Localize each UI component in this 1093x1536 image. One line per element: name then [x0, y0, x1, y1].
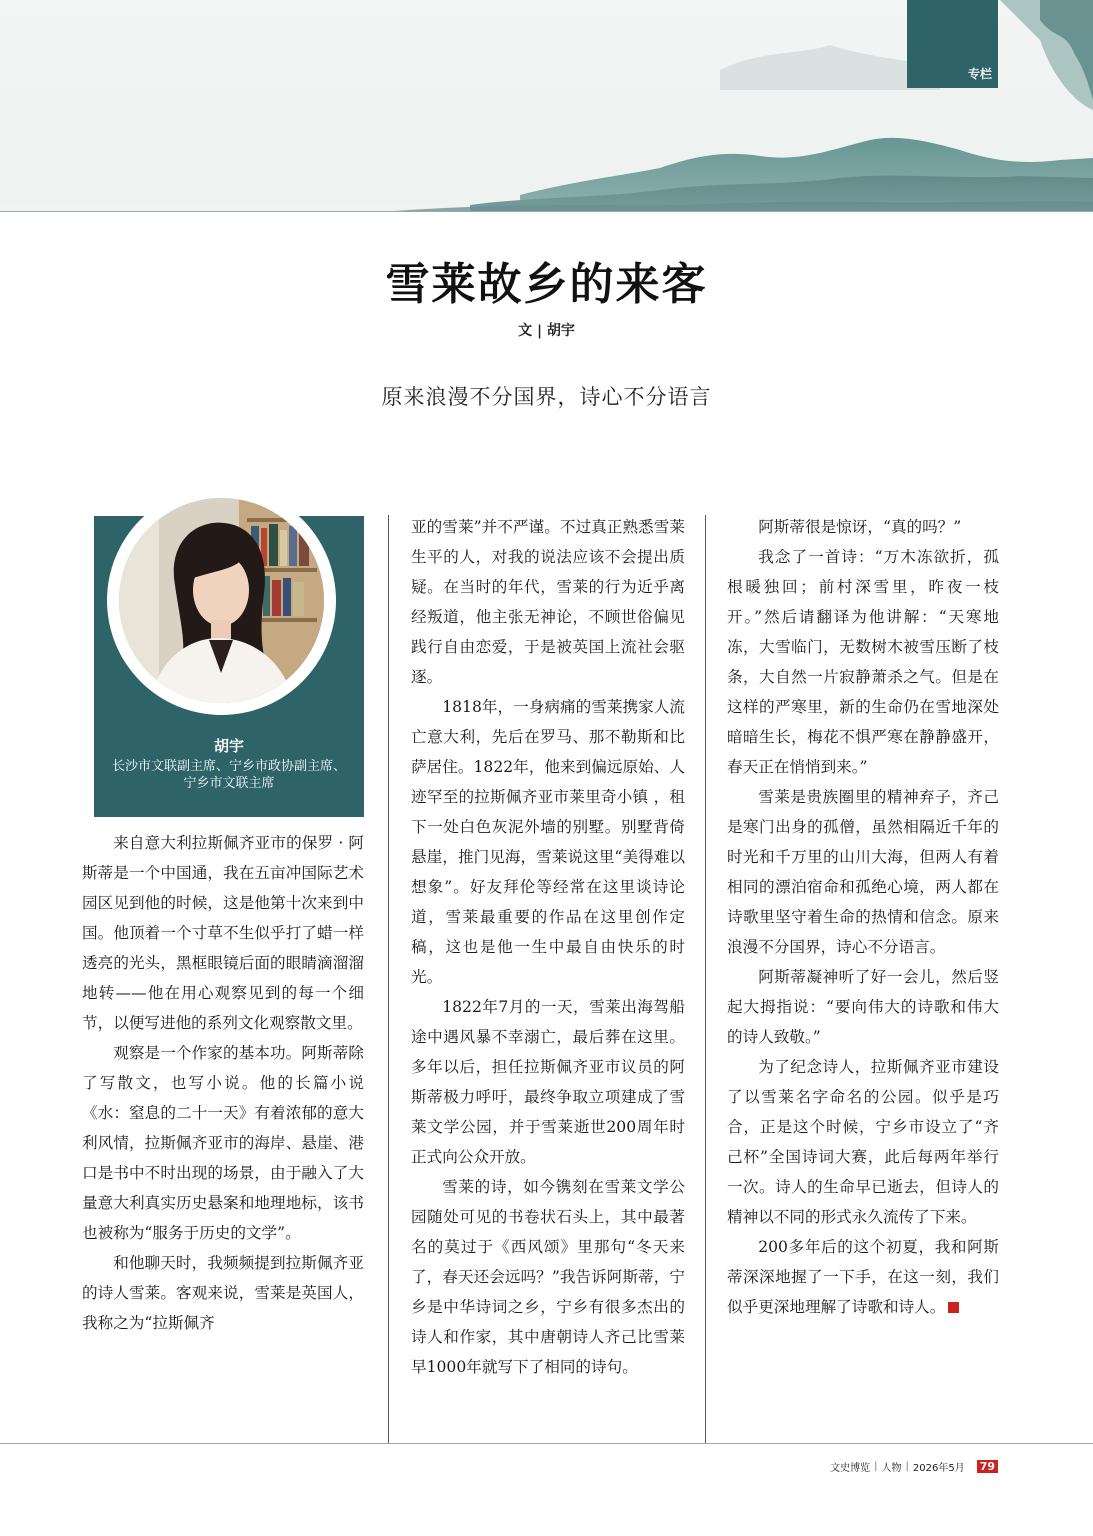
paragraph: 我念了一首诗：“万木冻欲折，孤根暖独回；前村深雪里，昨夜一枝开。”然后请翻译为他讲解：“天寒地冻，大雪临门，无数树木被雪压断了枝条，大自然一片寂静萧杀之气。但是在这样的严寒里，新的生命仍在雪地深处暗暗生长，梅花不惧严寒在静静盛开，春天正在悄悄到来。” [727, 548, 999, 776]
footer-separator: | [905, 1461, 909, 1472]
column-divider [388, 515, 389, 1443]
article-byline: 文 | 胡宇 [518, 323, 575, 339]
paragraph-text: 200多年后的这个初夏，我和阿斯蒂深深地握了一下手，在这一刻，我们似乎更深地理解了诗歌和诗人。 [727, 1238, 999, 1316]
paragraph: 1822年7月的一天，雪莱出海驾船途中遇风暴不幸溺亡，最后葬在这里。多年以后，担任拉斯佩齐亚市议员的阿斯蒂极力呼吁，最终争取立项建成了雪莱文学公园，并于雪莱逝世200周年时正式向公众开放。 [411, 998, 685, 1166]
body-column-2 [411, 512, 685, 1382]
article-subtitle: 原来浪漫不分国界，诗心不分语言 [381, 385, 712, 409]
column-divider [705, 515, 706, 1443]
portrait-image [119, 498, 324, 703]
body-column-1 [82, 828, 364, 1338]
end-mark-icon [948, 1302, 959, 1313]
issue-date: 2026年5月 [912, 1463, 965, 1474]
page-footer [830, 1459, 998, 1474]
paragraph-continued: 亚的雪莱”并不严谨。不过真正熟悉雪莱生平的人，对我的说法应该不会提出质疑。在当时的年代，雪莱的行为近乎离经叛道，他主张无神论，不顾世俗偏见践行自由恋爱，于是被英国上流社会驱逐。 [411, 518, 685, 686]
footer-divider [0, 1443, 1093, 1444]
paragraph: 观察是一个作家的基本功。阿斯蒂除了写散文，也写小说。他的长篇小说《水：窒息的二十一天》有着浓郁的意大利风情，拉斯佩齐亚市的海岸、悬崖、港口是书中不时出现的场景，由于融入了大量意大利真实历史悬案和地理地标，该书也被称为“服务于历史的文学”。 [82, 1044, 364, 1242]
column-tag-label: 专栏 [967, 67, 992, 81]
author-role-line: 长沙市文联副主席、宁乡市政协副主席、 [111, 759, 346, 774]
column-tag [907, 0, 998, 88]
author-role [94, 758, 364, 792]
paragraph: 1818年，一身病痛的雪莱携家人流亡意大利，先后在罗马、那不勒斯和比萨居住。1822年，他来到偏远原始、人迹罕至的拉斯佩齐亚市莱里奇小镇 ，租下一处白色灰泥外墙的别墅。别墅背倚悬崖，推门见海，雪莱说这里“美得难以想象”。好友拜伦等经常在这里谈诗论道，雪莱最重要的作品在这里创作定稿，这也是他一生中最自由快乐的时光。 [411, 698, 685, 986]
author-photo [119, 498, 324, 703]
paragraph: 阿斯蒂凝神听了好一会儿，然后竖起大拇指说：“要向伟大的诗歌和伟大的诗人致敬。” [727, 968, 999, 1046]
article-title: 雪莱故乡的来客 [385, 259, 708, 310]
paragraph: 为了纪念诗人，拉斯佩齐亚市建设了以雪莱名字命名的公园。似乎是巧合，正是这个时候，宁乡市设立了“齐己杯”全国诗词大赛，此后每两年举行一次。诗人的生命早已逝去，但诗人的精神以不同的形式永久流传了下来。 [727, 1058, 999, 1226]
page-number: 79 [977, 1460, 998, 1473]
paragraph-final [727, 1232, 999, 1322]
footer-separator: | [874, 1461, 878, 1472]
paragraph: 雪莱的诗，如今镌刻在雪莱文学公园随处可见的书卷状石头上，其中最著名的莫过于《西风颂》里那句“冬天来了，春天还会远吗？”我告诉阿斯蒂，宁乡是中华诗词之乡，宁乡有很多杰出的诗人和作家，其中唐朝诗人齐己比雪莱早1000年就写下了相同的诗句。 [411, 1178, 685, 1376]
section-name: 人物 [881, 1463, 902, 1474]
author-box [94, 516, 364, 817]
author-role-line: 宁乡市文联主席 [183, 776, 275, 791]
magazine-name: 文史博览 [830, 1463, 871, 1474]
paragraph: 雪莱是贵族圈里的精神弃子，齐己是寒门出身的孤僧，虽然相隔近千年的时光和千万里的山川大海，但两人有着相同的漂泊宿命和孤绝心境，两人都在诗歌里坚守着生命的热情和信念。原来浪漫不分国界，诗心不分语言。 [727, 788, 999, 956]
paragraph: 和他聊天时，我频频提到拉斯佩齐亚的诗人雪莱。客观来说，雪莱是英国人，我称之为“拉斯佩齐 [82, 1254, 364, 1332]
paragraph: 阿斯蒂很是惊讶，“真的吗？” [758, 518, 962, 536]
header-divider [0, 211, 1093, 212]
author-name: 胡宇 [213, 737, 244, 755]
paragraph: 来自意大利拉斯佩齐亚市的保罗 · 阿斯蒂是一个中国通，我在五亩冲国际艺术园区见到他的时候，这是他第十次来到中国。他顶着一个寸草不生似乎打了蜡一样透亮的光头，黑框眼镜后面的眼睛滴溜溜地转——他在用心观察见到的每一个细节，以便写进他的系列文化观察散文里。 [82, 834, 364, 1032]
body-column-3 [727, 512, 999, 1322]
author-photo-frame [107, 486, 336, 715]
